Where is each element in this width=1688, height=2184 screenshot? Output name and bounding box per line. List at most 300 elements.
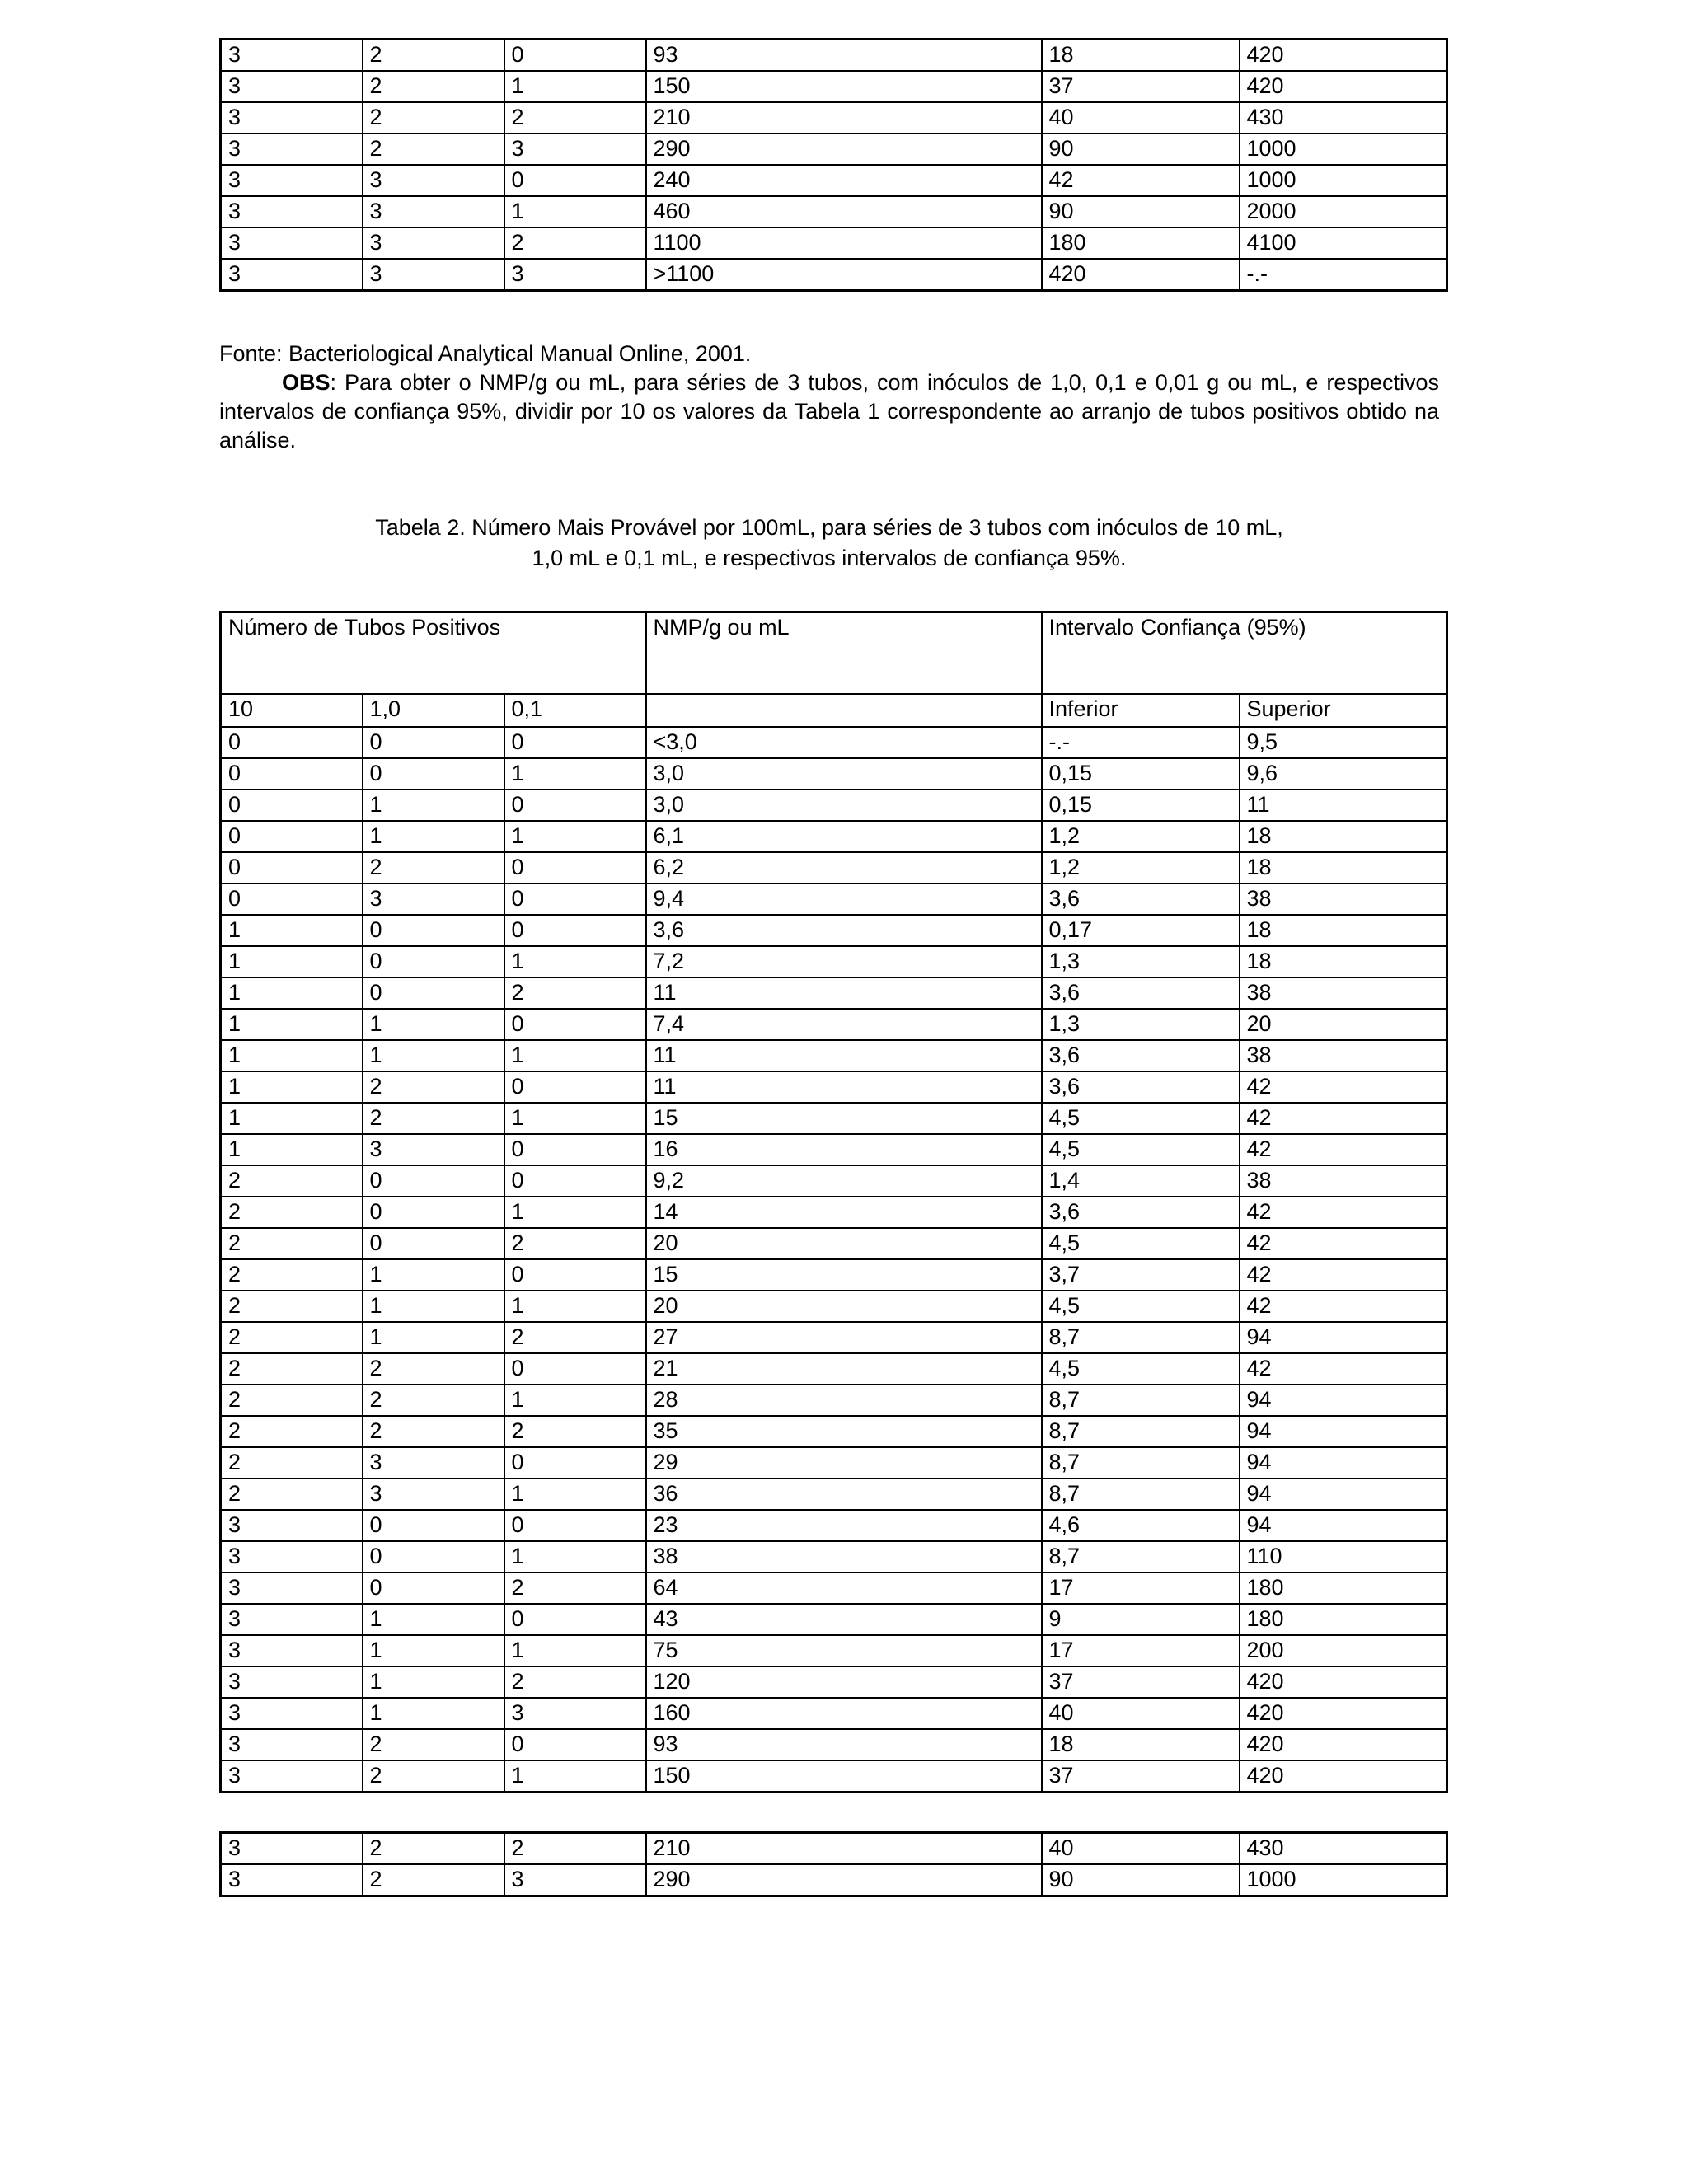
tube-col-2: 1 xyxy=(363,1635,504,1666)
subheader-superior: Superior xyxy=(1240,694,1447,727)
tube-col-3: 0 xyxy=(504,165,646,196)
table-row xyxy=(221,1134,1447,1165)
tube-col-3: 1 xyxy=(504,1040,646,1071)
ci-superior: 42 xyxy=(1240,1071,1447,1103)
tube-col-3: 1 xyxy=(504,1760,646,1793)
tube-col-2: 0 xyxy=(363,727,504,758)
tube-col-3: 1 xyxy=(504,1197,646,1228)
nmp-value: 210 xyxy=(646,1833,1042,1865)
nmp-value: 28 xyxy=(646,1385,1042,1416)
tube-col-3: 1 xyxy=(504,758,646,790)
nmp-value: 150 xyxy=(646,71,1042,102)
ci-inferior: 4,5 xyxy=(1042,1291,1240,1322)
nmp-value: <3,0 xyxy=(646,727,1042,758)
table-row xyxy=(221,1071,1447,1103)
tube-col-3: 3 xyxy=(504,1864,646,1896)
tube-col-1: 2 xyxy=(221,1447,363,1479)
tube-col-2: 1 xyxy=(363,1698,504,1729)
tube-col-3: 2 xyxy=(504,227,646,259)
tube-col-1: 3 xyxy=(221,1698,363,1729)
table-row xyxy=(221,915,1447,946)
nmp-value: 75 xyxy=(646,1635,1042,1666)
tube-col-1: 2 xyxy=(221,1259,363,1291)
ci-inferior: 18 xyxy=(1042,40,1240,72)
top-spacer xyxy=(219,0,1439,38)
nmp-value: 160 xyxy=(646,1698,1042,1729)
tube-col-2: 0 xyxy=(363,1572,504,1604)
tube-col-3: 1 xyxy=(504,1385,646,1416)
tube-col-1: 1 xyxy=(221,977,363,1009)
obs-label: OBS xyxy=(282,370,331,396)
after-caption-spacer xyxy=(219,573,1439,611)
tube-col-1: 0 xyxy=(221,821,363,852)
ci-superior: 18 xyxy=(1240,915,1447,946)
tube-col-3: 2 xyxy=(504,1572,646,1604)
nmp-value: 38 xyxy=(646,1541,1042,1572)
tube-col-1: 3 xyxy=(221,1541,363,1572)
tube-col-1: 2 xyxy=(221,1353,363,1385)
nmp-value: 150 xyxy=(646,1760,1042,1793)
ci-superior: 94 xyxy=(1240,1479,1447,1510)
subheader-inferior: Inferior xyxy=(1042,694,1240,727)
tube-col-2: 0 xyxy=(363,1197,504,1228)
ci-inferior: 37 xyxy=(1042,1666,1240,1698)
nmp-value: 1100 xyxy=(646,227,1042,259)
table-row xyxy=(221,1729,1447,1760)
tube-col-2: 0 xyxy=(363,946,504,977)
tube-col-2: 2 xyxy=(363,71,504,102)
tube-col-2: 2 xyxy=(363,40,504,72)
ci-superior: 94 xyxy=(1240,1322,1447,1353)
ci-superior: 420 xyxy=(1240,1729,1447,1760)
table2-head-and-body xyxy=(221,612,1447,1793)
tube-col-2: 2 xyxy=(363,1353,504,1385)
ci-inferior: 3,7 xyxy=(1042,1259,1240,1291)
ci-inferior: 3,6 xyxy=(1042,883,1240,915)
tube-col-3: 1 xyxy=(504,1103,646,1134)
ci-superior: 38 xyxy=(1240,1165,1447,1197)
tube-col-1: 2 xyxy=(221,1291,363,1322)
after-table1-spacer xyxy=(219,292,1439,340)
table-row xyxy=(221,790,1447,821)
ci-superior: 38 xyxy=(1240,977,1447,1009)
table-row xyxy=(221,1165,1447,1197)
ci-inferior: 4,5 xyxy=(1042,1228,1240,1259)
nmp-value: 29 xyxy=(646,1447,1042,1479)
table-row xyxy=(221,1103,1447,1134)
obs-text: : Para obter o NMP/g ou mL, para séries de 3 tubos, com inóculos de 1,0, 0,1 e 0,01 g ou mL, e respectivos intervalos de confiança 95%, dividir por 10 os valores da Tabela 1 correspondente ao arranjo de tubos positivos obtido na análise. xyxy=(219,370,1439,453)
tube-col-3: 2 xyxy=(504,1666,646,1698)
ci-inferior: 1,4 xyxy=(1042,1165,1240,1197)
tube-col-3: 1 xyxy=(504,821,646,852)
nmp-value: 93 xyxy=(646,40,1042,72)
tube-col-1: 1 xyxy=(221,1071,363,1103)
ci-superior: 9,5 xyxy=(1240,727,1447,758)
table-row xyxy=(221,1572,1447,1604)
nmp-value: 11 xyxy=(646,1040,1042,1071)
tube-col-1: 3 xyxy=(221,165,363,196)
ci-superior: 2000 xyxy=(1240,196,1447,227)
before-caption-spacer xyxy=(219,455,1439,513)
ci-inferior: 3,6 xyxy=(1042,977,1240,1009)
table-row xyxy=(221,1760,1447,1793)
tube-col-2: 0 xyxy=(363,915,504,946)
nmp-value: 9,2 xyxy=(646,1165,1042,1197)
tube-col-1: 2 xyxy=(221,1416,363,1447)
table-row xyxy=(221,1635,1447,1666)
table2-caption-line1: Tabela 2. Número Mais Provável por 100mL, para séries de 3 tubos com inóculos de 10 mL, xyxy=(375,515,1283,541)
ci-inferior: 8,7 xyxy=(1042,1322,1240,1353)
nmp-value: 15 xyxy=(646,1103,1042,1134)
nmp-value: 21 xyxy=(646,1353,1042,1385)
tube-col-1: 0 xyxy=(221,883,363,915)
tube-col-3: 0 xyxy=(504,1259,646,1291)
tube-col-3: 1 xyxy=(504,71,646,102)
tube-col-1: 3 xyxy=(221,227,363,259)
nmp-value: 93 xyxy=(646,1729,1042,1760)
table2-subheader-row xyxy=(221,694,1447,727)
ci-inferior: 4,5 xyxy=(1042,1353,1240,1385)
ci-superior: 18 xyxy=(1240,852,1447,883)
ci-inferior: 40 xyxy=(1042,102,1240,134)
tube-col-3: 1 xyxy=(504,1479,646,1510)
ci-inferior: 180 xyxy=(1042,227,1240,259)
ci-inferior: -.- xyxy=(1042,727,1240,758)
ci-inferior: 40 xyxy=(1042,1698,1240,1729)
tube-col-2: 3 xyxy=(363,196,504,227)
tube-col-1: 3 xyxy=(221,134,363,165)
tube-col-1: 1 xyxy=(221,1103,363,1134)
table2-group-header-row xyxy=(221,612,1447,694)
tube-col-1: 1 xyxy=(221,946,363,977)
ci-superior: 18 xyxy=(1240,946,1447,977)
tube-col-2: 1 xyxy=(363,1040,504,1071)
tube-col-3: 0 xyxy=(504,40,646,72)
ci-superior: 420 xyxy=(1240,1698,1447,1729)
tube-col-3: 2 xyxy=(504,1833,646,1865)
ci-inferior: 8,7 xyxy=(1042,1385,1240,1416)
tube-col-2: 3 xyxy=(363,1479,504,1510)
tube-col-3: 3 xyxy=(504,134,646,165)
between-tables-spacer xyxy=(219,1793,1439,1831)
tube-col-2: 0 xyxy=(363,1228,504,1259)
ci-superior: 9,6 xyxy=(1240,758,1447,790)
table-row xyxy=(221,196,1447,227)
table-row xyxy=(221,1009,1447,1040)
ci-inferior: 4,5 xyxy=(1042,1134,1240,1165)
table-row xyxy=(221,1864,1447,1896)
table2-caption xyxy=(219,513,1439,572)
nmp-value: 64 xyxy=(646,1572,1042,1604)
ci-superior: 42 xyxy=(1240,1291,1447,1322)
ci-inferior: 1,3 xyxy=(1042,1009,1240,1040)
tube-col-2: 1 xyxy=(363,1009,504,1040)
tube-col-1: 3 xyxy=(221,1572,363,1604)
ci-superior: 38 xyxy=(1240,1040,1447,1071)
tube-col-1: 2 xyxy=(221,1322,363,1353)
tube-col-3: 1 xyxy=(504,1541,646,1572)
subheader-nmp-blank xyxy=(646,694,1042,727)
ci-superior: 42 xyxy=(1240,1228,1447,1259)
tube-col-2: 0 xyxy=(363,1510,504,1541)
table2-caption-line2: 1,0 mL e 0,1 mL, e respectivos intervalos de confiança 95%. xyxy=(532,545,1127,570)
tube-col-2: 3 xyxy=(363,259,504,291)
ci-superior: 420 xyxy=(1240,1666,1447,1698)
ci-superior: 430 xyxy=(1240,102,1447,134)
ci-inferior: 8,7 xyxy=(1042,1416,1240,1447)
table-row xyxy=(221,1510,1447,1541)
tube-col-3: 2 xyxy=(504,977,646,1009)
tube-col-1: 2 xyxy=(221,1385,363,1416)
table-row xyxy=(221,1541,1447,1572)
ci-inferior: 17 xyxy=(1042,1635,1240,1666)
tube-col-3: 2 xyxy=(504,1322,646,1353)
tube-col-2: 1 xyxy=(363,1259,504,1291)
tube-col-3: 0 xyxy=(504,1165,646,1197)
ci-superior: 11 xyxy=(1240,790,1447,821)
ci-inferior: 37 xyxy=(1042,1760,1240,1793)
tube-col-1: 0 xyxy=(221,790,363,821)
ci-superior: 420 xyxy=(1240,71,1447,102)
nmp-value: 27 xyxy=(646,1322,1042,1353)
table-row xyxy=(221,883,1447,915)
table-row xyxy=(221,1291,1447,1322)
table-row xyxy=(221,852,1447,883)
table-row xyxy=(221,1698,1447,1729)
table-row xyxy=(221,259,1447,291)
tube-col-2: 3 xyxy=(363,227,504,259)
table-row xyxy=(221,227,1447,259)
ci-superior: 4100 xyxy=(1240,227,1447,259)
nmp-value: 36 xyxy=(646,1479,1042,1510)
tube-col-1: 0 xyxy=(221,852,363,883)
tube-col-2: 2 xyxy=(363,102,504,134)
tube-col-1: 3 xyxy=(221,102,363,134)
ci-superior: 180 xyxy=(1240,1604,1447,1635)
nmp-value: 6,1 xyxy=(646,821,1042,852)
table-row xyxy=(221,758,1447,790)
tube-col-1: 3 xyxy=(221,40,363,72)
nmp-value: 43 xyxy=(646,1604,1042,1635)
ci-inferior: 8,7 xyxy=(1042,1479,1240,1510)
nmp-value: 210 xyxy=(646,102,1042,134)
ci-inferior: 8,7 xyxy=(1042,1447,1240,1479)
tube-col-1: 3 xyxy=(221,71,363,102)
nmp-value: 11 xyxy=(646,1071,1042,1103)
ci-inferior: 37 xyxy=(1042,71,1240,102)
ci-inferior: 0,15 xyxy=(1042,790,1240,821)
table-row xyxy=(221,1604,1447,1635)
table-row xyxy=(221,727,1447,758)
ci-inferior: 3,6 xyxy=(1042,1197,1240,1228)
ci-superior: 42 xyxy=(1240,1197,1447,1228)
nmp-value: 240 xyxy=(646,165,1042,196)
tube-col-2: 1 xyxy=(363,1604,504,1635)
tube-col-3: 1 xyxy=(504,946,646,977)
ci-superior: 200 xyxy=(1240,1635,1447,1666)
nmp-value: 460 xyxy=(646,196,1042,227)
tube-col-3: 0 xyxy=(504,852,646,883)
ci-superior: 94 xyxy=(1240,1416,1447,1447)
tube-col-3: 3 xyxy=(504,1698,646,1729)
tube-col-3: 2 xyxy=(504,102,646,134)
table-row xyxy=(221,1479,1447,1510)
nmp-value: 3,0 xyxy=(646,790,1042,821)
ci-inferior: 0,17 xyxy=(1042,915,1240,946)
nmp-value: 14 xyxy=(646,1197,1042,1228)
table-row xyxy=(221,1447,1447,1479)
table-row xyxy=(221,1353,1447,1385)
tube-col-2: 1 xyxy=(363,1322,504,1353)
tube-col-2: 2 xyxy=(363,134,504,165)
ci-superior: 110 xyxy=(1240,1541,1447,1572)
ci-inferior: 4,5 xyxy=(1042,1103,1240,1134)
ci-inferior: 90 xyxy=(1042,1864,1240,1896)
header-group-nmp: NMP/g ou mL xyxy=(646,612,1042,694)
nmp-value: 35 xyxy=(646,1416,1042,1447)
subheader-0-1: 0,1 xyxy=(504,694,646,727)
nmp-value: 16 xyxy=(646,1134,1042,1165)
tube-col-2: 0 xyxy=(363,758,504,790)
nmp-value: 11 xyxy=(646,977,1042,1009)
header-group-interval: Intervalo Confiança (95%) xyxy=(1042,612,1447,694)
tube-col-3: 0 xyxy=(504,790,646,821)
tube-col-1: 3 xyxy=(221,1760,363,1793)
source-note-text: Fonte: Bacteriological Analytical Manual Online, 2001. xyxy=(219,341,752,366)
table-row xyxy=(221,165,1447,196)
tube-col-3: 2 xyxy=(504,1228,646,1259)
nmp-value: 15 xyxy=(646,1259,1042,1291)
ci-inferior: 8,7 xyxy=(1042,1541,1240,1572)
table-row xyxy=(221,1416,1447,1447)
tube-col-3: 3 xyxy=(504,259,646,291)
tube-col-3: 0 xyxy=(504,915,646,946)
tube-col-2: 3 xyxy=(363,1447,504,1479)
nmp-value: 3,0 xyxy=(646,758,1042,790)
ci-superior: 180 xyxy=(1240,1572,1447,1604)
tube-col-3: 0 xyxy=(504,1447,646,1479)
nmp-value: 3,6 xyxy=(646,915,1042,946)
table-row xyxy=(221,977,1447,1009)
nmp-value: 290 xyxy=(646,134,1042,165)
tube-col-3: 0 xyxy=(504,727,646,758)
table-row xyxy=(221,1259,1447,1291)
tube-col-1: 0 xyxy=(221,727,363,758)
tube-col-2: 2 xyxy=(363,1071,504,1103)
table-row xyxy=(221,1833,1447,1865)
nmp-value: 20 xyxy=(646,1228,1042,1259)
table-row xyxy=(221,1666,1447,1698)
tube-col-1: 2 xyxy=(221,1479,363,1510)
tube-col-1: 3 xyxy=(221,1666,363,1698)
ci-inferior: 90 xyxy=(1042,196,1240,227)
tube-col-2: 1 xyxy=(363,790,504,821)
tube-col-3: 1 xyxy=(504,1635,646,1666)
nmp-value: 6,2 xyxy=(646,852,1042,883)
ci-superior: 42 xyxy=(1240,1103,1447,1134)
nmp-value: 290 xyxy=(646,1864,1042,1896)
ci-superior: -.- xyxy=(1240,259,1447,291)
tube-col-1: 3 xyxy=(221,1604,363,1635)
tube-col-2: 0 xyxy=(363,1165,504,1197)
tube-col-2: 3 xyxy=(363,165,504,196)
subheader-1-0: 1,0 xyxy=(363,694,504,727)
ci-superior: 420 xyxy=(1240,1760,1447,1793)
ci-inferior: 90 xyxy=(1042,134,1240,165)
tube-col-1: 3 xyxy=(221,1510,363,1541)
tube-col-1: 2 xyxy=(221,1165,363,1197)
ci-inferior: 17 xyxy=(1042,1572,1240,1604)
tube-col-3: 0 xyxy=(504,1071,646,1103)
ci-inferior: 1,3 xyxy=(1042,946,1240,977)
tube-col-2: 0 xyxy=(363,977,504,1009)
tube-col-1: 3 xyxy=(221,259,363,291)
ci-inferior: 1,2 xyxy=(1042,852,1240,883)
ci-inferior: 0,15 xyxy=(1042,758,1240,790)
tube-col-2: 0 xyxy=(363,1541,504,1572)
tube-col-3: 1 xyxy=(504,1291,646,1322)
nmp-value: 120 xyxy=(646,1666,1042,1698)
ci-superior: 1000 xyxy=(1240,134,1447,165)
subheader-10: 10 xyxy=(221,694,363,727)
table2-overflow-body xyxy=(221,1833,1447,1896)
tube-col-1: 3 xyxy=(221,1729,363,1760)
tube-col-1: 3 xyxy=(221,1864,363,1896)
table-row xyxy=(221,1385,1447,1416)
nmp-value: >1100 xyxy=(646,259,1042,291)
nmp-value: 7,2 xyxy=(646,946,1042,977)
ci-inferior: 1,2 xyxy=(1042,821,1240,852)
tube-col-2: 1 xyxy=(363,821,504,852)
ci-superior: 42 xyxy=(1240,1353,1447,1385)
ci-inferior: 9 xyxy=(1042,1604,1240,1635)
ci-superior: 1000 xyxy=(1240,165,1447,196)
table-row xyxy=(221,71,1447,102)
tube-col-2: 2 xyxy=(363,1864,504,1896)
ci-inferior: 40 xyxy=(1042,1833,1240,1865)
ci-superior: 1000 xyxy=(1240,1864,1447,1896)
tube-col-3: 2 xyxy=(504,1416,646,1447)
ci-inferior: 18 xyxy=(1042,1729,1240,1760)
ci-inferior: 4,6 xyxy=(1042,1510,1240,1541)
ci-superior: 38 xyxy=(1240,883,1447,915)
ci-superior: 42 xyxy=(1240,1134,1447,1165)
ci-superior: 94 xyxy=(1240,1447,1447,1479)
tube-col-1: 3 xyxy=(221,1635,363,1666)
tube-col-1: 2 xyxy=(221,1228,363,1259)
tube-col-3: 0 xyxy=(504,1009,646,1040)
tube-col-2: 1 xyxy=(363,1291,504,1322)
tube-col-1: 1 xyxy=(221,915,363,946)
ci-superior: 18 xyxy=(1240,821,1447,852)
table-row xyxy=(221,946,1447,977)
tube-col-1: 1 xyxy=(221,1040,363,1071)
tube-col-3: 0 xyxy=(504,1729,646,1760)
ci-superior: 430 xyxy=(1240,1833,1447,1865)
tube-col-2: 2 xyxy=(363,1760,504,1793)
tube-col-2: 2 xyxy=(363,1729,504,1760)
header-group-tubes: Número de Tubos Positivos xyxy=(221,612,646,694)
table-row xyxy=(221,821,1447,852)
tube-col-1: 3 xyxy=(221,1833,363,1865)
nmp-value: 7,4 xyxy=(646,1009,1042,1040)
table-row xyxy=(221,102,1447,134)
table-row xyxy=(221,134,1447,165)
tube-col-2: 2 xyxy=(363,1833,504,1865)
table-row xyxy=(221,1228,1447,1259)
ci-inferior: 42 xyxy=(1042,165,1240,196)
ci-superior: 42 xyxy=(1240,1259,1447,1291)
